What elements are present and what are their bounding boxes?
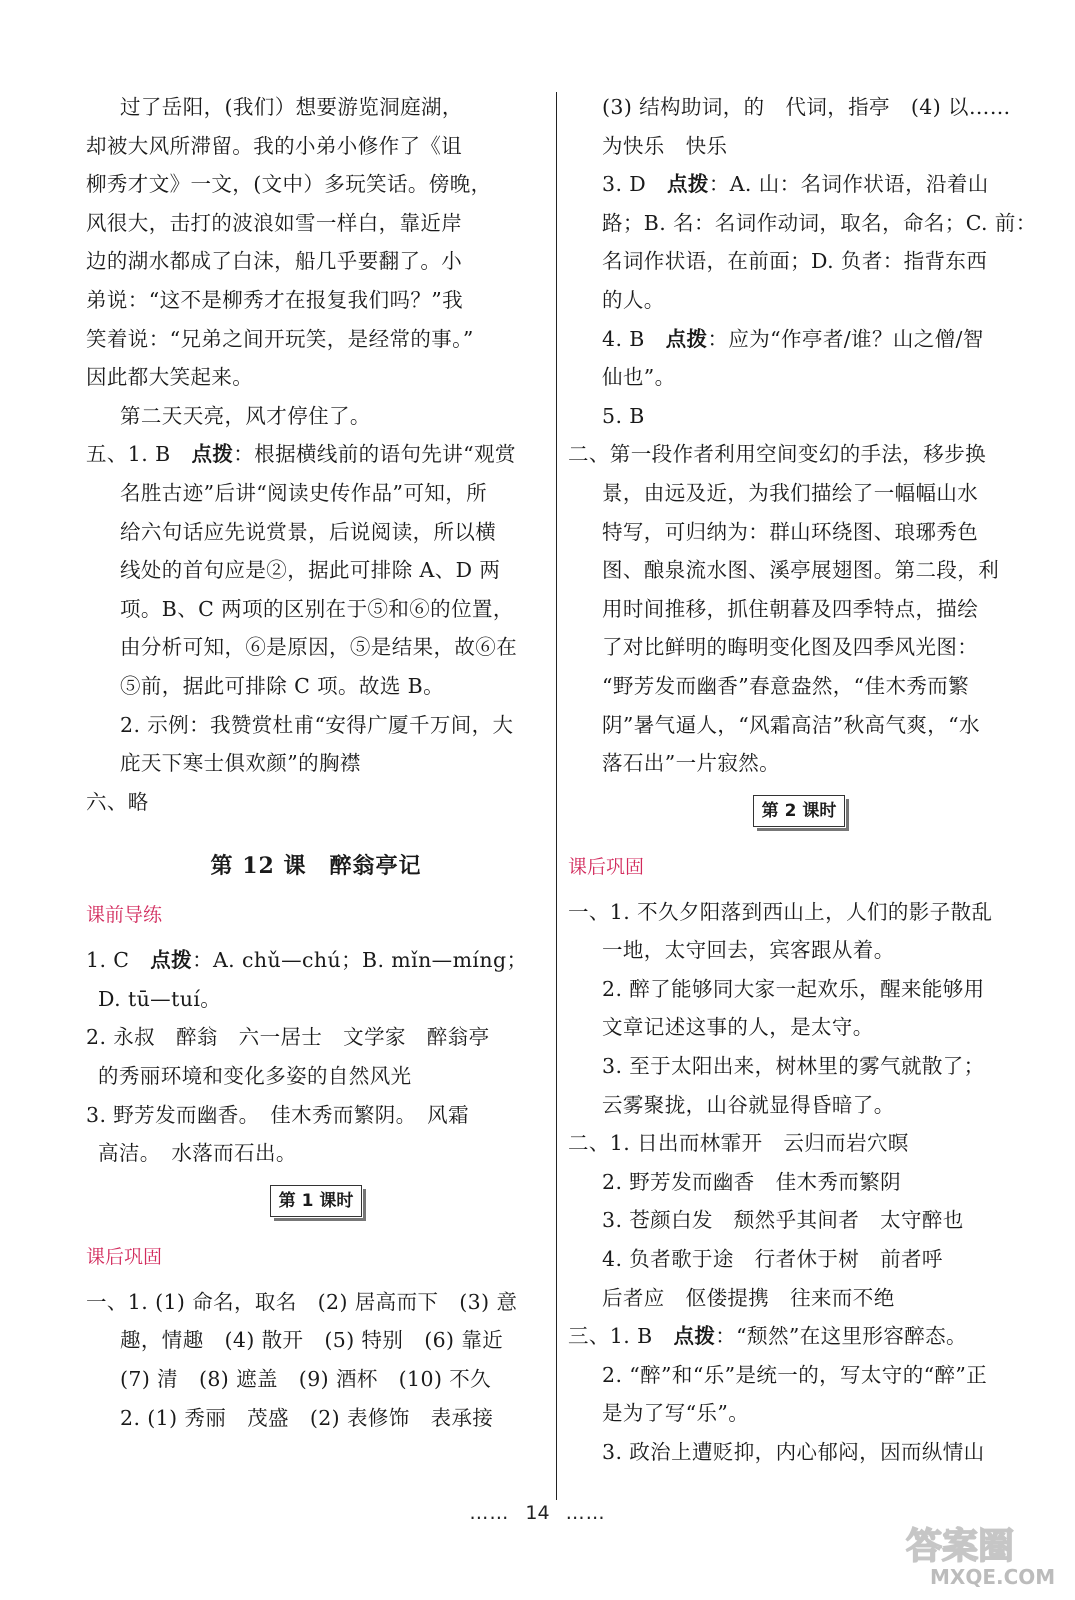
text-line: 了对比鲜明的晦明变化图及四季风光图： — [602, 635, 979, 660]
footer-dots-left: …… — [469, 1502, 510, 1524]
answer-q3 — [568, 165, 1030, 204]
text-line: 3. 至于太阳出来，树林里的雾气就散了； — [602, 1054, 985, 1079]
text-line: 图、酿泉流水图、溪亭展翅图。第二段，利 — [602, 558, 1000, 583]
text-line: ⑤前，据此可排除 C 项。故选 B。 — [120, 673, 444, 698]
text-line: 后者应 伛偻提携 往来而不绝 — [602, 1285, 895, 1310]
page-number: 14 — [525, 1502, 550, 1524]
answer-five-1 — [86, 435, 546, 474]
text-line: 弟说：“这不是柳秀才在报复我们吗？”我 — [86, 287, 464, 312]
lesson-period-badge: 第 1 课时 — [270, 1185, 363, 1217]
answer-prefix: 五、1. B — [86, 442, 192, 467]
answer-prefix: 三、1. B — [568, 1324, 674, 1349]
text-line: 线处的首句应是②，据此可排除 A、D 两 — [120, 558, 501, 583]
answer-six: 六、略 — [86, 789, 149, 814]
text-line: 路；B. 名：名词作动词，取名，命名；C. 前： — [602, 210, 1037, 235]
text-line: 第二天天亮，风才停住了。 — [120, 403, 371, 428]
text-line: 云雾聚拢，山谷就显得昏暗了。 — [602, 1092, 895, 1117]
answer-pre-1 — [86, 941, 546, 980]
hint-keyword: 点拨 — [673, 1324, 716, 1349]
hint-keyword: 点拨 — [150, 948, 193, 973]
badge-wrap — [86, 1185, 546, 1225]
text-line: 一、1. 不久夕阳落到西山上，人们的影子散乱 — [568, 899, 993, 924]
text-line: 风很大，击打的波浪如雪一样白，靠近岸 — [86, 210, 463, 235]
answer-q4 — [568, 320, 1030, 359]
text-line: 名词作状语，在前面；D. 负者：指背东西 — [602, 249, 988, 274]
answer-text: ：根据横线前的语句先讲“观赏 — [233, 442, 516, 467]
text-line: 文章记述这事的人，是太守。 — [602, 1015, 874, 1040]
text-line: 一、1. (1) 命名，取名 (2) 居高而下 (3) 意 — [86, 1289, 518, 1314]
text-line: 3. 苍颜白发 颓然乎其间者 太守醉也 — [602, 1208, 964, 1233]
answer-text: ：A. 山：名词作状语，沿着山 — [708, 172, 989, 197]
answer-three-1 — [568, 1317, 1030, 1356]
answer-text: ：应为“作亭者/谁？山之僧/智 — [707, 326, 984, 351]
watermark-logo — [900, 1520, 1060, 1590]
answer-prefix: 3. D — [602, 172, 668, 197]
text-line: 二、1. 日出而林霏开 云归而岩穴暝 — [568, 1131, 909, 1156]
text-line: 高洁。 水落而石出。 — [98, 1141, 297, 1166]
text-line: (3) 结构助词，的 代词，指亭 (4) 以…… — [602, 95, 1011, 119]
text-line: 为快乐 快乐 — [602, 133, 728, 158]
badge-wrap — [568, 795, 1030, 835]
text-line: 项。B、C 两项的区别在于⑤和⑥的位置， — [120, 596, 514, 621]
hint-keyword: 点拨 — [665, 326, 708, 351]
text-line: 由分析可知，⑥是原因，⑤是结果，故⑥在 — [120, 635, 518, 660]
hint-keyword: 点拨 — [667, 172, 709, 197]
text-line: “野芳发而幽香”春意盎然，“佳木秀而繁 — [602, 673, 970, 698]
answer-text: ：A. chǔ—chú；B. mǐn—míng； — [192, 948, 528, 973]
answer-prefix: 1. C — [86, 948, 151, 973]
watermark-text-big: 答案圈 — [906, 1526, 1015, 1567]
text-line: 2. (1) 秀丽 茂盛 (2) 表修饰 表承接 — [120, 1405, 494, 1430]
text-line: 2. 醉了能够同大家一起欢乐，醒来能够用 — [602, 976, 985, 1001]
lesson-title: 第 12 课 醉翁亭记 — [210, 853, 422, 880]
text-line: 一地，太守回去，宾客跟从着。 — [602, 938, 895, 963]
section-heading-post: 课后巩固 — [568, 855, 645, 878]
text-line: 落石出”一片寂然。 — [602, 751, 781, 776]
text-line: 柳秀才文》一文，(文中）多玩笑话。傍晚， — [86, 172, 492, 197]
text-line: (7) 清 (8) 遮盖 (9) 酒杯 (10) 不久 — [120, 1367, 492, 1392]
text-line: 5. B — [602, 403, 645, 428]
text-line: D. tū—tuí。 — [98, 986, 222, 1011]
text-line: 2. 永叔 醉翁 六一居士 文学家 醉翁亭 — [86, 1025, 490, 1050]
text-line: 过了岳阳，(我们）想要游览洞庭湖， — [120, 95, 463, 119]
footer-dots-right: …… — [565, 1502, 606, 1524]
answer-text: ：“颓然”在这里形容醉态。 — [715, 1324, 967, 1349]
text-line: 阴”暑气逼人，“风霜高洁”秋高气爽，“水 — [602, 712, 980, 737]
text-line: 给六句话应先说赏景，后说阅读，所以横 — [120, 519, 497, 544]
text-line: 的人。 — [602, 287, 665, 312]
text-line: 庇天下寒士俱欢颜”的胸襟 — [120, 751, 361, 776]
left-column — [86, 88, 546, 1437]
text-line: 用时间推移，抓住朝暮及四季特点，描绘 — [602, 596, 979, 621]
lesson-period-badge: 第 2 课时 — [753, 795, 846, 827]
column-divider — [556, 92, 557, 1500]
text-line: 因此都大笑起来。 — [86, 365, 254, 390]
right-column — [568, 88, 1037, 1472]
text-line: 景，由远及近，为我们描绘了一幅幅山水 — [602, 480, 979, 505]
section-heading-post: 课后巩固 — [86, 1245, 163, 1268]
text-line: 却被大风所滞留。我的小弟小修作了《诅 — [86, 133, 463, 158]
text-line: 3. 野芳发而幽香。 佳木秀而繁阴。 风霜 — [86, 1102, 469, 1127]
answer-prefix: 4. B — [602, 326, 666, 351]
text-line: 仙也”。 — [602, 365, 676, 390]
text-line: 特写，可归纳为：群山环绕图、琅琊秀色 — [602, 519, 979, 544]
text-line: 4. 负者歌于途 行者休于树 前者呼 — [602, 1247, 943, 1272]
text-line: 2. 野芳发而幽香 佳木秀而繁阴 — [602, 1169, 901, 1194]
watermark-text-small: MXQE.COM — [930, 1565, 1056, 1589]
text-line: 趣，情趣 (4) 散开 (5) 特别 (6) 靠近 — [120, 1328, 504, 1353]
text-line: 2. “醉”和“乐”是统一的，写太守的“醉”正 — [602, 1362, 988, 1387]
text-line: 2. 示例：我赞赏杜甫“安得广厦千万间，大 — [120, 712, 514, 737]
text-line: 的秀丽环境和变化多姿的自然风光 — [98, 1064, 412, 1089]
text-line: 是为了写“乐”。 — [602, 1401, 750, 1426]
text-line: 边的湖水都成了白沫，船几乎要翻了。小 — [86, 249, 463, 274]
text-line: 3. 政治上遭贬抑，内心郁闷，因而纵情山 — [602, 1440, 985, 1464]
section-heading-pre: 课前导练 — [86, 904, 163, 927]
hint-keyword: 点拨 — [191, 442, 234, 467]
text-line: 二、第一段作者利用空间变幻的手法，移步换 — [568, 442, 986, 467]
text-line: 名胜古迹”后讲“阅读史传作品”可知，所 — [120, 480, 488, 505]
text-line: 笑着说：“兄弟之间开玩笑，是经常的事。” — [86, 326, 474, 351]
